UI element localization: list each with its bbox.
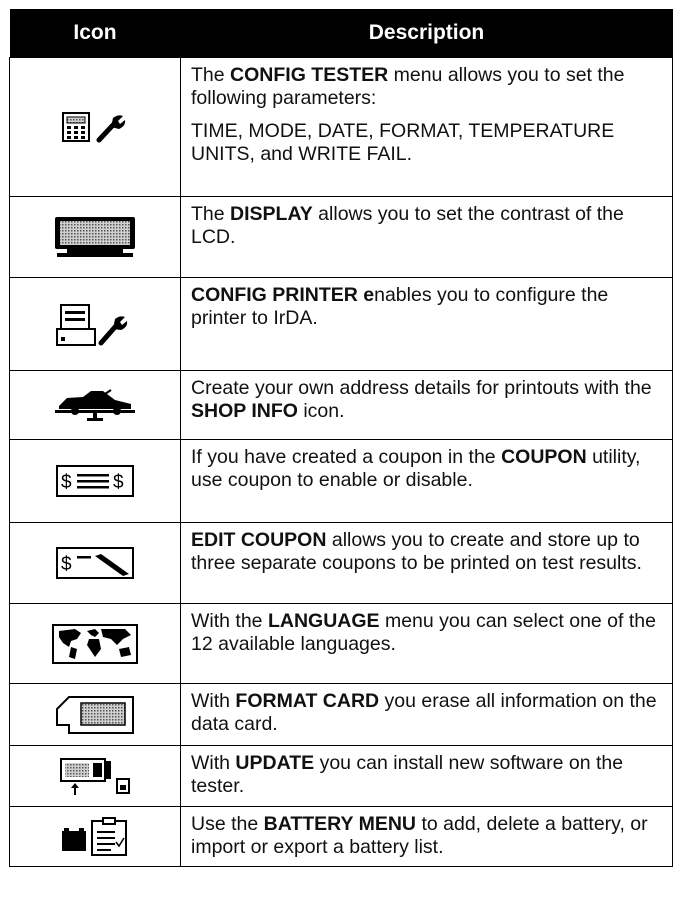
description-text: The DISPLAY allows you to set the contrast of the LCD. — [191, 203, 624, 248]
description-text: With the LANGUAGE menu you can select one of the 12 available languages. — [191, 610, 656, 655]
icon-cell — [10, 440, 181, 523]
battery-menu-icon — [60, 817, 130, 857]
display-icon — [53, 215, 137, 259]
description-cell — [181, 58, 673, 197]
icon-cell — [10, 371, 181, 440]
table-row — [10, 197, 673, 278]
description-cell — [181, 440, 673, 523]
shop-info-icon — [53, 388, 137, 422]
description-cell — [181, 197, 673, 278]
icon-column-header: Icon — [10, 9, 181, 58]
table-header-row — [10, 9, 673, 58]
table-row — [10, 278, 673, 371]
table-row — [10, 684, 673, 746]
update-icon — [55, 755, 135, 797]
table-row — [10, 58, 673, 197]
description-cell — [181, 278, 673, 371]
icon-cell — [10, 684, 181, 746]
description-text: TIME, MODE, DATE, FORMAT, TEMPERATURE UNITS, and WRITE FAIL. — [191, 120, 615, 165]
table-row — [10, 746, 673, 807]
language-icon — [51, 623, 139, 665]
description-text: The CONFIG TESTER menu allows you to set the following parameters: — [191, 64, 625, 109]
description-cell — [181, 807, 673, 867]
table-row — [10, 604, 673, 684]
description-cell — [181, 523, 673, 604]
description-text: If you have created a coupon in the COUPON utility, use coupon to enable or disable. — [191, 446, 641, 491]
icon-cell — [10, 278, 181, 371]
svg-text:$: $ — [61, 472, 72, 493]
table-row — [10, 371, 673, 440]
table-row — [10, 807, 673, 867]
description-text: With FORMAT CARD you erase all information on the data card. — [191, 690, 657, 735]
table-row — [10, 523, 673, 604]
description-text: Create your own address details for printouts with the SHOP INFO icon. — [191, 377, 652, 422]
description-column-header: Description — [181, 9, 673, 58]
description-text: With UPDATE you can install new software on the tester. — [191, 752, 624, 797]
icon-description-table — [9, 9, 673, 867]
description-text: Use the BATTERY MENU to add, delete a battery, or import or export a battery list. — [191, 813, 648, 858]
description-cell — [181, 746, 673, 807]
description-cell — [181, 604, 673, 684]
icon-cell — [10, 807, 181, 867]
edit-coupon-icon — [55, 546, 135, 580]
icon-cell — [10, 523, 181, 604]
config-tester-icon — [61, 110, 129, 144]
table-row — [10, 440, 673, 523]
description-cell — [181, 371, 673, 440]
description-text: CONFIG PRINTER enables you to configure the printer to IrDA. — [191, 284, 609, 329]
description-text: EDIT COUPON allows you to create and store up to three separate coupons to be printed on test results. — [191, 529, 642, 574]
svg-text:$: $ — [113, 472, 124, 493]
icon-cell — [10, 746, 181, 807]
coupon-icon — [55, 464, 135, 498]
description-cell — [181, 684, 673, 746]
icon-cell — [10, 604, 181, 684]
config-printer-icon — [55, 301, 135, 347]
icon-cell — [10, 58, 181, 197]
svg-text:$: $ — [61, 554, 72, 575]
format-card-icon — [55, 695, 135, 735]
icon-cell — [10, 197, 181, 278]
